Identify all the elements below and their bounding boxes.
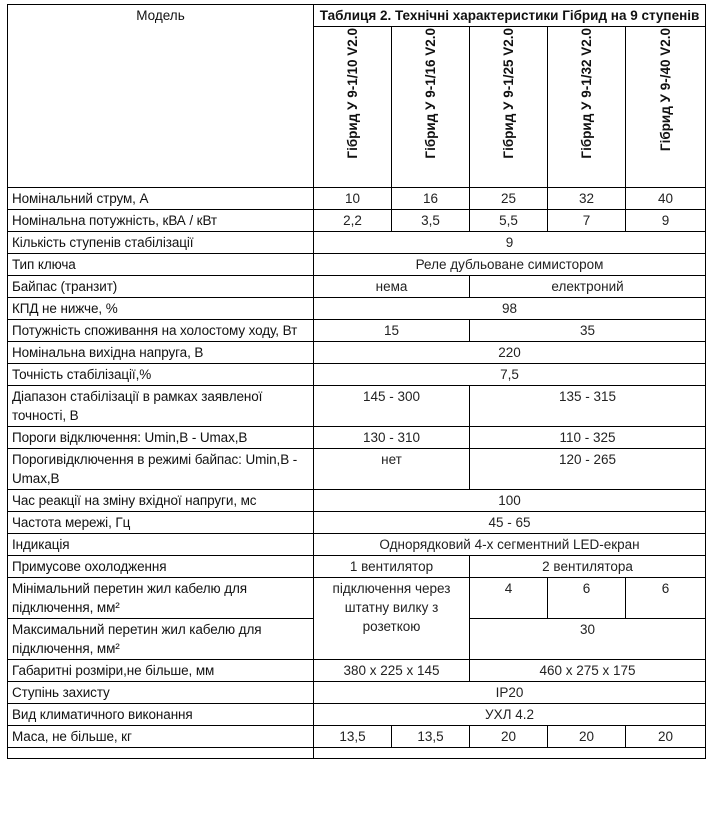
cell-value: 460 х 275 х 175 xyxy=(470,660,706,682)
table-row xyxy=(8,276,706,298)
cell-value: 20 xyxy=(626,726,706,748)
model-name: Гібрид У 9-1/16 V2.0 xyxy=(392,27,470,188)
table-row xyxy=(8,490,706,512)
cell-value: 45 - 65 xyxy=(314,512,706,534)
cell-value: нема xyxy=(314,276,470,298)
row-label: Пороги відключення: Umin,В - Umax,В xyxy=(8,427,314,449)
table-row xyxy=(8,427,706,449)
cell-value: 25 xyxy=(470,188,548,210)
table-row xyxy=(8,704,706,726)
cell-value: 2 вентилятора xyxy=(470,556,706,578)
cell-value: 3,5 xyxy=(392,210,470,232)
cell-value: Реле дубльоване симистором xyxy=(314,254,706,276)
row-label: Примусове охолодження xyxy=(8,556,314,578)
table-row xyxy=(8,386,706,427)
table-row xyxy=(8,682,706,704)
cell-value: 1 вентилятор xyxy=(314,556,470,578)
cell-value: 4 xyxy=(470,578,548,619)
empty-cell xyxy=(8,748,314,759)
table-row xyxy=(8,320,706,342)
row-label: Індикація xyxy=(8,534,314,556)
cell-value: електроний xyxy=(470,276,706,298)
row-label: Максимальний перетин жил кабелю для підключення, мм² xyxy=(8,619,314,660)
table-row xyxy=(8,210,706,232)
spec-table xyxy=(7,4,706,759)
table-title: Таблиця 2. Технічні характеристики Гібрид на 9 ступенів xyxy=(314,5,706,27)
cell-value: 120 - 265 xyxy=(470,449,706,490)
table-row xyxy=(8,188,706,210)
cell-value: 30 xyxy=(470,619,706,660)
cell-value: нет xyxy=(314,449,470,490)
cell-value: 40 xyxy=(626,188,706,210)
row-label: Час реакції на зміну вхідної напруги, мс xyxy=(8,490,314,512)
table-row xyxy=(8,232,706,254)
cell-value: 110 - 325 xyxy=(470,427,706,449)
cell-value: 9 xyxy=(314,232,706,254)
model-name: Гібрид У 9-1/32 V2.0 xyxy=(548,27,626,188)
cell-value: 15 xyxy=(314,320,470,342)
cell-value: 7,5 xyxy=(314,364,706,386)
cell-value: 98 xyxy=(314,298,706,320)
table-row xyxy=(8,578,706,619)
table-row xyxy=(8,726,706,748)
row-label: Тип ключа xyxy=(8,254,314,276)
cell-value: 6 xyxy=(548,578,626,619)
row-label: Номінальна вихідна напруга, В xyxy=(8,342,314,364)
table-row xyxy=(8,342,706,364)
cell-value: 6 xyxy=(626,578,706,619)
table-row xyxy=(8,556,706,578)
plug-note: підключення через штатну вилку з розеткою xyxy=(314,578,470,660)
cell-value: 380 х 225 х 145 xyxy=(314,660,470,682)
row-label: Діапазон стабілізації в рамках заявленої точності, В xyxy=(8,386,314,427)
cell-value: 130 - 310 xyxy=(314,427,470,449)
row-label: Потужність споживання на холостому ходу, Вт xyxy=(8,320,314,342)
cell-value: 5,5 xyxy=(470,210,548,232)
cell-value: 10 xyxy=(314,188,392,210)
cell-value: 9 xyxy=(626,210,706,232)
row-label: Ступінь захисту xyxy=(8,682,314,704)
row-label: Номінальна потужність, кВА / кВт xyxy=(8,210,314,232)
cell-value: 13,5 xyxy=(392,726,470,748)
model-name: Гібрид У 9-1/10 V2.0 xyxy=(314,27,392,188)
row-label: Мінімальний перетин жил кабелю для підключення, мм² xyxy=(8,578,314,619)
cell-value: 20 xyxy=(548,726,626,748)
row-label: Кількість ступенів стабілізації xyxy=(8,232,314,254)
cell-value: 35 xyxy=(470,320,706,342)
empty-cell xyxy=(314,748,706,759)
row-label: Вид климатичного виконання xyxy=(8,704,314,726)
row-label: Частота мережі, Гц xyxy=(8,512,314,534)
title-row xyxy=(8,5,706,27)
table-row xyxy=(8,449,706,490)
row-label: Маса, не більше, кг xyxy=(8,726,314,748)
cell-value: 20 xyxy=(470,726,548,748)
cell-value: Однорядковий 4-х сегментний LED-екран xyxy=(314,534,706,556)
row-label: Габаритні розміри,не більше, мм xyxy=(8,660,314,682)
cell-value: 32 xyxy=(548,188,626,210)
cell-value: УХЛ 4.2 xyxy=(314,704,706,726)
cell-value: 7 xyxy=(548,210,626,232)
cell-value: 2,2 xyxy=(314,210,392,232)
model-name: Гібрид У 9-/40 V2.0 xyxy=(626,27,706,188)
row-label: КПД не нижче, % xyxy=(8,298,314,320)
row-label: Номінальний струм, А xyxy=(8,188,314,210)
cell-value: 220 xyxy=(314,342,706,364)
cell-value: 13,5 xyxy=(314,726,392,748)
table-row xyxy=(8,534,706,556)
table-row xyxy=(8,298,706,320)
model-name: Гібрид У 9-1/25 V2.0 xyxy=(470,27,548,188)
cell-value: 100 xyxy=(314,490,706,512)
model-header: Модель xyxy=(8,5,314,188)
cell-value: 16 xyxy=(392,188,470,210)
table-row xyxy=(8,364,706,386)
cell-value: 145 - 300 xyxy=(314,386,470,427)
cell-value: 135 - 315 xyxy=(470,386,706,427)
row-label: Порогивідключення в режимі байпас: Umin,В - Umax,В xyxy=(8,449,314,490)
table-row xyxy=(8,660,706,682)
cell-value: IP20 xyxy=(314,682,706,704)
table-row xyxy=(8,254,706,276)
table-row xyxy=(8,512,706,534)
row-label: Точність стабілізації,% xyxy=(8,364,314,386)
table-row-empty xyxy=(8,748,706,759)
row-label: Байпас (транзит) xyxy=(8,276,314,298)
